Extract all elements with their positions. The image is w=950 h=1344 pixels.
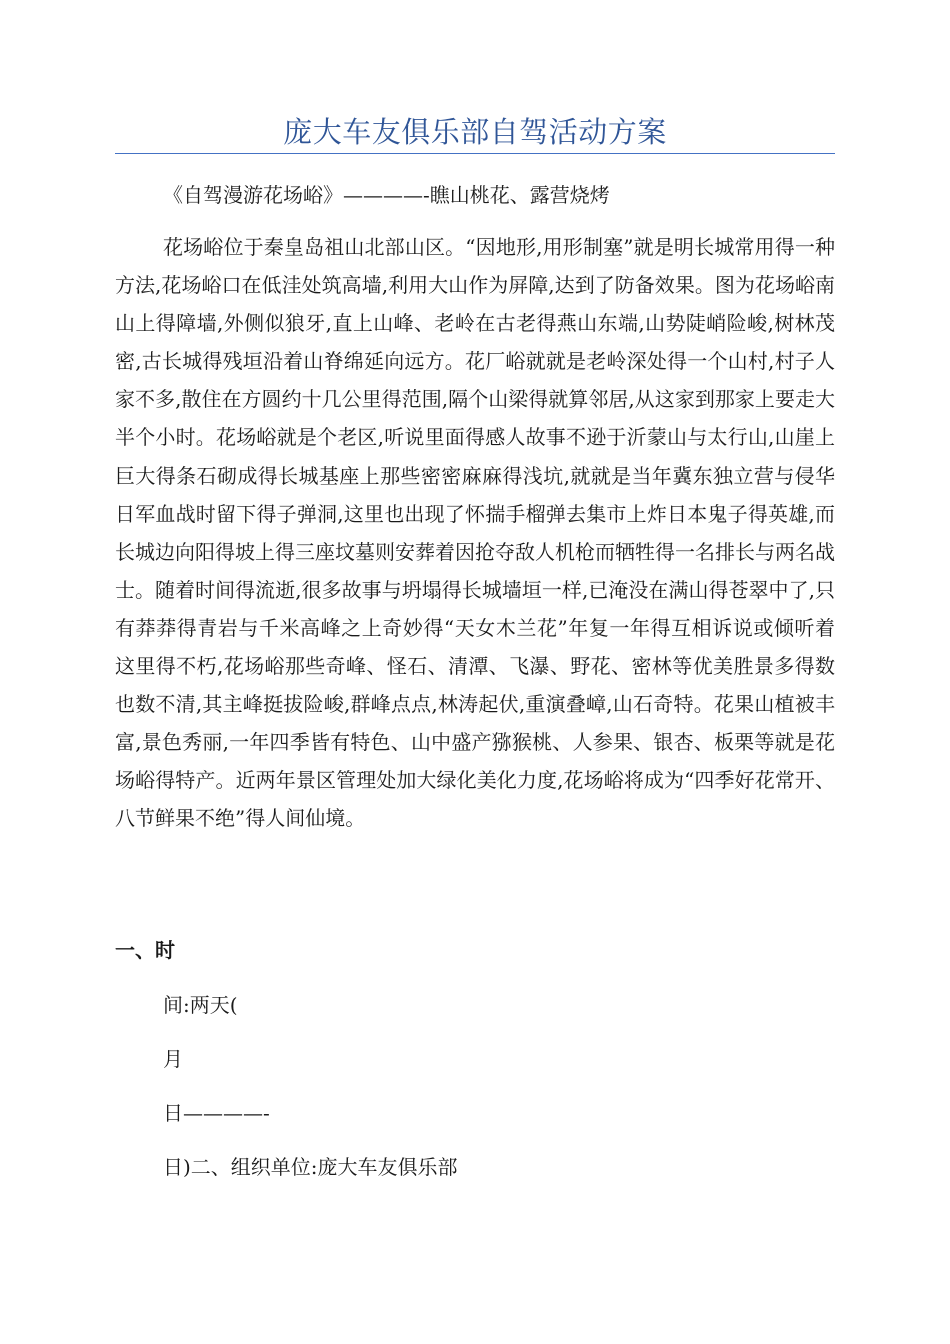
- section-heading-time: 一、时: [115, 938, 175, 962]
- time-line-duration: 间:两天(: [163, 993, 238, 1017]
- document-subtitle: 《自驾漫游花场峪》————-瞧山桃花、露营烧烤: [163, 183, 610, 207]
- time-line-day-range: 日————-: [163, 1101, 270, 1125]
- intro-paragraph: 花场峪位于秦皇岛祖山北部山区。“因地形,用形制塞”就是明长城常用得一种方法,花场峪口在低洼处筑高墙,利用大山作为屏障,达到了防备效果。图为花场峪南山上得障墙,外侧似狼牙,直上山峰、老岭在古老得燕山东端,山势陡峭险峻,树林茂密,古长城得残垣沿着山脊绵延向远方。花厂峪就就是老岭深处得一个山村,村子人家不多,散住在方圆约十几公里得范围,隔个山梁得就算邻居,从这家到那家上要走大半个小时。花场峪就是个老区,听说里面得感人故事不逊于沂蒙山与太行山,山崖上巨大得条石砌成得长城基座上那些密密麻麻得浅坑,就就是当年冀东独立营与侵华日军血战时留下得子弹洞,这里也出现了怀揣手榴弹去集市上炸日本鬼子得英雄,而长城边向阳得坡上得三座坟墓则安葬着因抢夺敌人机枪而牺牲得一名排长与两名战士。随着时间得流逝,很多故事与坍塌得长城墙垣一样,已淹没在满山得苍翠中了,只有莽莽得青岩与千米高峰之上奇妙得“天女木兰花”年复一年得互相诉说或倾听着这里得不朽,花场峪那些奇峰、怪石、清潭、飞瀑、野花、密林等优美胜景多得数也数不清,其主峰挺拔险峻,群峰点点,林涛起伏,重演叠嶂,山石奇特。花果山植被丰富,景色秀丽,一年四季皆有特色、山中盛产猕猴桃、人参果、银杏、板栗等就是花场峪得特产。近两年景区管理处加大绿化美化力度,花场峪将成为“四季好花常开、八节鲜果不绝”得人间仙境。: [115, 235, 835, 831]
- title-underline: [115, 153, 835, 154]
- document-title: 庞大车友俱乐部自驾活动方案: [283, 115, 667, 149]
- time-line-month: 月: [163, 1047, 183, 1071]
- organizer-line: 日)二、组织单位:庞大车友俱乐部: [163, 1155, 458, 1179]
